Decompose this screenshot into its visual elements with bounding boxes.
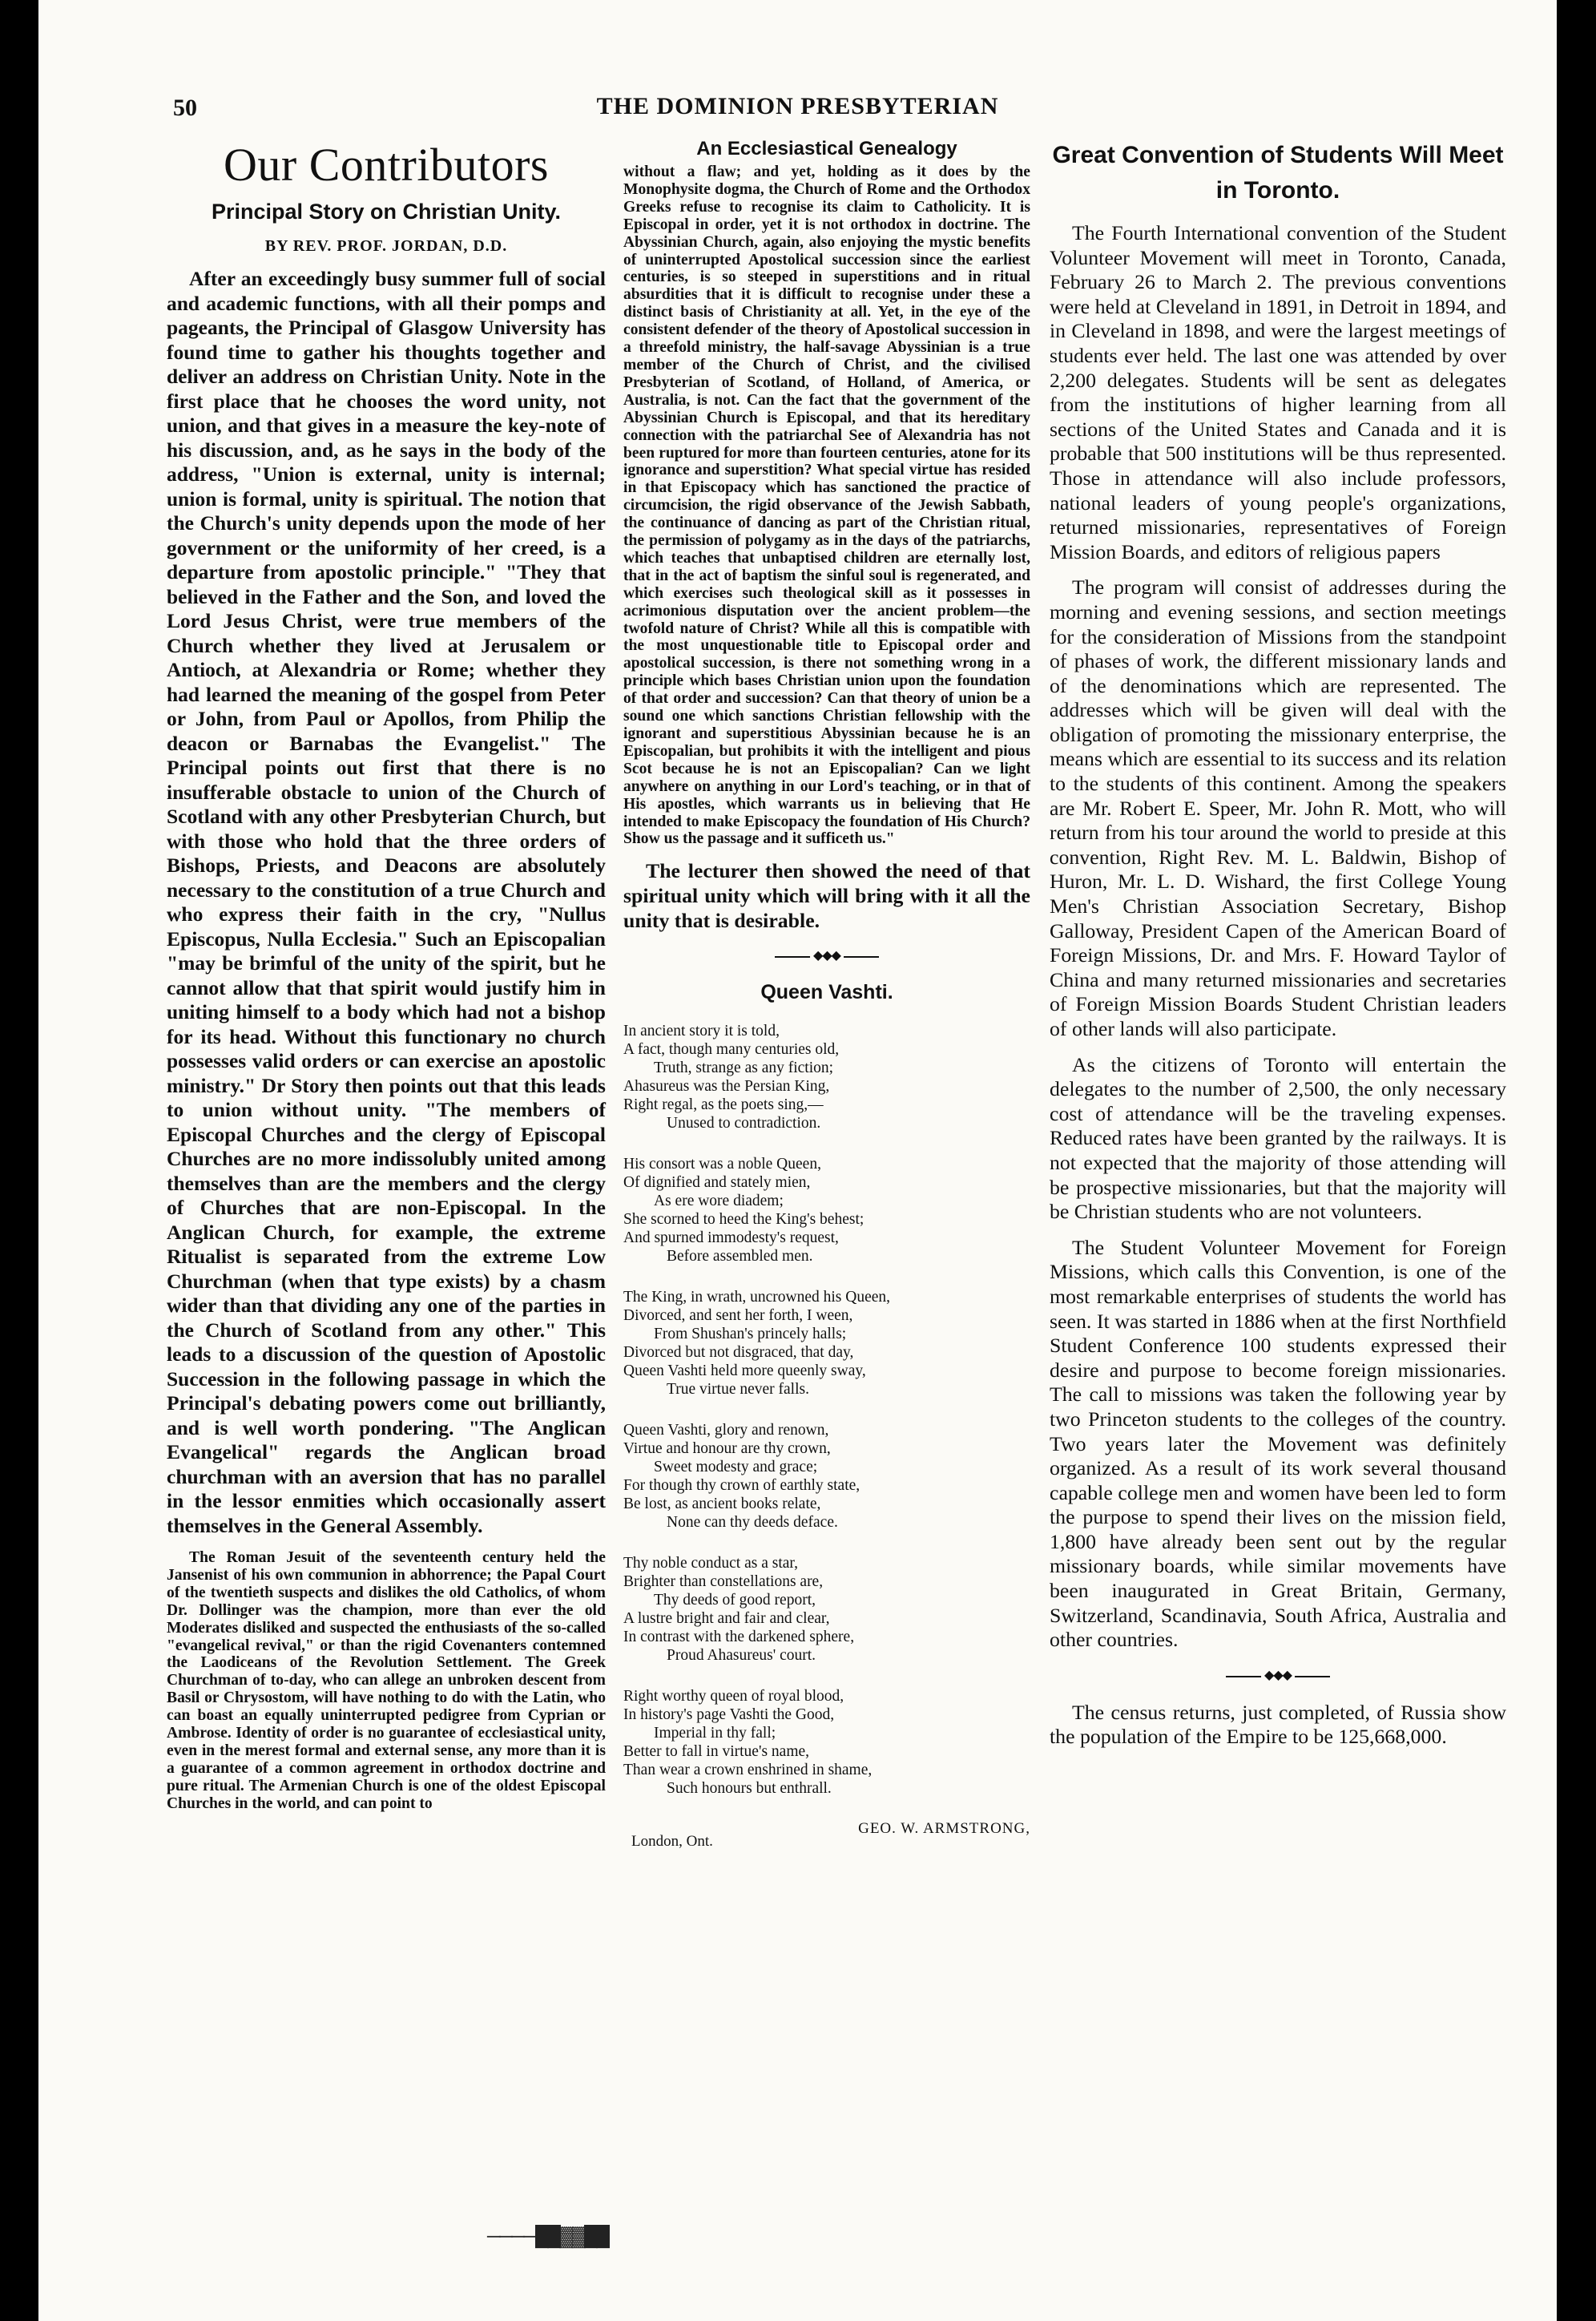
column-genealogy <box>623 138 1030 1852</box>
article-title: Principal Story on Christian Unity. <box>211 200 562 224</box>
poem-line: A fact, though many centuries old, <box>623 1041 840 1059</box>
poem-title: Queen Vashti. <box>760 981 893 1004</box>
poem-line: Better to fall in virtue's name, <box>623 1743 810 1761</box>
poem-line: True virtue never falls. <box>667 1381 809 1399</box>
poem-line: Virtue and honour are thy crown, <box>623 1440 831 1458</box>
convention-paragraph: As the citizens of Toronto will entertain the delegates to the number of 2,500, the only necessary cost of attendance will be the traveling expenses. Reduced rates have been granted by the railways. It is not expected that the majority of those attending will be prospective missionaries, but that the majority will be Christian students who are not volunteers. <box>1050 1052 1506 1224</box>
section-divider: ◆◆◆ <box>1226 1673 1330 1680</box>
poem-line: Proud Ahasureus' court. <box>667 1647 816 1665</box>
poem-line: Imperial in thy fall; <box>654 1725 776 1742</box>
poem-line: For though thy crown of earthly state, <box>623 1477 860 1495</box>
poem-line: Divorced but not disgraced, that day, <box>623 1344 854 1362</box>
byline: BY REV. PROF. JORDAN, D.D. <box>264 237 508 255</box>
poem-line: Thy noble conduct as a star, <box>623 1555 798 1572</box>
printer-mark-glyphs: ────██▓▓██ <box>487 2226 609 2247</box>
convention-paragraph: The Student Volunteer Movement for Foreign Missions, which calls this Convention, is one of the most remarkable enterprises of students the world has seen. It was started in 1886 when at the first Northfield Student Conference 100 students expressed their desire and purpose to become foreign missionaries. The call to missions was taken the following year by two Princeton students to the colleges of the country. Two years later the Movement was definitely organized. As a result of its work several thousand capable college men and women have been led to form the purpose to spend their lives on the mission field, 1,800 have already been sent out by the regular missionary boards, while similar movements have been inaugurated in Great Britain, Germany, Switzerland, Scandinavia, South Africa, Australia and other countries. <box>1050 1235 1506 1652</box>
convention-paragraph: The Fourth International convention of the Student Volunteer Movement will meet in Toronto, Canada, February 26 to March 2. The previous conventions were held at Cleveland in 1891, in Detroit in 1894, and in Cleveland in 1898, and were the largest meetings of students ever held. The last one was attended by over 2,200 delegates. Students will be sent as delegates from the institutions of higher learning from all sections of the United States and Canada and it is probable that 500 institutions will be thus represented. Those in attendance will also include professors, national leaders of young people's organizations, returned missionaries, representatives of Foreign Mission Boards, and editors of religious papers <box>1050 221 1506 563</box>
poem-line: None can thy deeds deface. <box>667 1514 838 1532</box>
poem-line: She scorned to heed the King's behest; <box>623 1211 864 1229</box>
poem-line: In contrast with the darkened sphere, <box>623 1629 855 1646</box>
section-divider: ◆◆◆ <box>775 954 879 960</box>
poem-line: Queen Vashti held more queenly sway, <box>623 1362 866 1380</box>
poem-line: And spurned immodesty's request, <box>623 1229 839 1247</box>
printer-mark <box>455 2226 744 2250</box>
poem-line: From Shushan's princely halls; <box>654 1326 847 1343</box>
poem-line: Sweet modesty and grace; <box>654 1459 818 1476</box>
poem-line: As ere wore diadem; <box>654 1193 784 1210</box>
poem-line: Ahasureus was the Persian King, <box>623 1078 830 1096</box>
genealogy-heading: An Ecclesiastical Genealogy <box>696 138 957 159</box>
section-title: Our Contributors <box>224 139 549 191</box>
convention-paragraph: The program will consist of addresses during the morning and evening sessions, and section meetings for the consideration of Missions from the standpoint of phases of work, the different missionary lands and of the denominations which are represented. The addresses which will be given will deal with the obligation of promoting the missionary enterprise, the means which are essential to its success and its relation to the students of this continent. Among the speakers are Mr. Robert E. Speer, Mr. John R. Mott, who will return from his tour around the world to preside at this convention, Right Rev. M. L. Baldwin, Bishop of Huron, Mr. L. D. Wishard, the first College Young Men's Christian Association Secretary, Bishop Galloway, President Capen of the American Board of Foreign Missions, Dr. and Mrs. F. Howard Taylor of China and many returned missionaries and secretaries of Foreign Mission Boards Student Christian leaders of other lands will also participate. <box>1050 575 1506 1040</box>
poem-line: Of dignified and stately mien, <box>623 1174 811 1192</box>
poem-line: Right regal, as the poets sing,— <box>623 1096 824 1114</box>
poem-line: The King, in wrath, uncrowned his Queen, <box>623 1289 891 1306</box>
poem-line: Before assembled men. <box>667 1248 813 1265</box>
running-head: THE DOMINION PRESBYTERIAN <box>596 93 999 119</box>
poem-line: Be lost, as ancient books relate, <box>623 1496 821 1513</box>
genealogy-closing: The lecturer then showed the need of that spiritual unity which will bring with it all the unity that is desirable. <box>623 859 1030 932</box>
poem-line: Such honours but enthrall. <box>667 1780 832 1798</box>
poem-line: Right worthy queen of royal blood, <box>623 1688 844 1705</box>
newspaper-page <box>38 0 1557 2321</box>
poem-line: Thy deeds of good report, <box>654 1592 816 1609</box>
poem-line: Queen Vashti, glory and renown, <box>623 1422 829 1439</box>
poem-stanza <box>623 1155 1030 1265</box>
poem-line: Divorced, and sent her forth, I ween, <box>623 1307 853 1325</box>
poem-stanza <box>623 1022 1030 1132</box>
genealogy-quote: without a flaw; and yet, holding as it does by the Monophysite dogma, the Church of Rome and the Orthodox Greeks refuse to recognise its claim to Catholicity. It is Episcopal in order, yet it is not orthodox in doctrine. The Abyssinian Church, again, also enjoying the mystic benefits of uninterrupted Apostolical succession since the earliest centuries, is so steeped in superstitions and in ritual absurdities that it is difficult to recognise under these a distinct basis of Christianity at all. Yet, in the eye of the consistent defender of the theory of Apostolical succession in a threefold ministry, the half-savage Abyssinian is a true member of the Church of Christ, and the civilised Presbyterian of Scotland, of Holland, of America, or Australia, is not. Can the fact that the government of the Abyssinian Church is Episcopal, and that its hereditary connection with the patriarchal See of Alexandria has not been ruptured for more than fourteen centuries, atone for its ignorance and superstition? What special virtue has resided in that Episcopacy which has sanctioned the practice of circumcision, the rigid observance of the Jewish Sabbath, the continuance of dancing as part of the Christian ritual, the permission of polygamy as in the days of the patriarchs, which teaches that unbaptised children are eternally lost, that in the act of baptism the sinful soul is regenerated, and which exercises such theological skill as it possesses in acrimonious disputation over the ancient problem—the twofold nature of Christ? While all this is compatible with the most unquestionable title to Episcopal order and apostolical succession, is there not something wrong in a principle which bases Christian union upon the foundation of that order and succession? Can that theory of union be a sound one which sanctions Christian fellowship with the ignorant and superstitious Abyssinian because he is an Episcopalian, but prohibits it with the intelligent and pious Scot because he is not an Episcopalian? Can we light anywhere on anything in our Lord's teaching, or in that of His apostles, which warrants us in believing that He intended to make Episcopacy the foundation of His Church? Show us the passage and it sufficeth us." <box>623 163 1030 848</box>
poem-stanza <box>623 1554 1030 1665</box>
poem-place: London, Ont. <box>631 1833 713 1851</box>
poem-line: In ancient story it is told, <box>623 1023 780 1040</box>
quoted-passage: The Roman Jesuit of the seventeenth century held the Jansenist of his own communion in abhorrence; the Papal Court of the twentieth suspects and dislikes the old Catholics, of whom Dr. Dollinger was the champion, more than ever the old Moderates disliked and suspected the enthusiasts of the so-called "evangelical revival," or than the rigid Covenanters contemned the Laodiceans of the Revolution Settlement. The Greek Churchman of to-day, who can allege an unbroken descent from Basil or Chrysostom, will have nothing to do with the Latin, who can boast an equally uninterrupted pedigree from Cyprian or Ambrose. Identity of order is no guarantee of ecclesiastical unity, even in the merest formal and external sense, any more than it is a guarantee of a common agreement in orthodox doctrine and pure ritual. The Armenian Church is one of the oldest Episcopal Churches in the world, and can point to <box>167 1549 606 1812</box>
convention-heading: Great Convention of Students Will Meet in Toronto. <box>1052 142 1504 204</box>
column-convention <box>1050 138 1506 1761</box>
poem <box>623 1022 1030 1798</box>
poem-line: A lustre bright and fair and clear, <box>623 1610 830 1628</box>
poem-line: Than wear a crown enshrined in shame, <box>623 1762 873 1779</box>
column-contributors <box>167 138 606 1824</box>
poem-stanza <box>623 1421 1030 1532</box>
article-body: After an exceedingly busy summer full of social and academic functions, with all their pomps and pageants, the Principal of Glasgow University has found time to gather his thoughts together and deliver an address on Christian Unity. Note in the first place that he chooses the word unity, not union, and that gives in a measure the key-note of his discussion, and, as he says in the body of the address, "Union is external, unity is internal; union is formal, unity is spiritual. The notion that the Church's unity depends upon the mode of her government or the uniformity of her creed, is a departure from apostolic principle." "They that believed in the Father and the Son, and loved the Lord Jesus Christ, were true members of the Church whether they lived at Jerusalem or Antioch, at Alexandria or Rome; whether they had learned the meaning of the gospel from Peter or John, from Paul or Apollos, from Philip the deacon or Barnabas the Evangelist." The Principal points out first that there is no insufferable obstacle to union of the Church of Scotland with any other Presbyterian Church, but with those who hold that the three orders of Bishops, Priests, and Deacons are absolutely necessary to the constitution of a true Church and who express their faith in the cry, "Nullus Episcopus, Nulla Ecclesia." Such an Episcopalian "may be brimful of the unity of the spirit, but he cannot allow that that spirit would justify him in uniting himself to a body which had not a bishop for its head. Without this functionary no church possesses valid orders or can exercise an apostolic ministry." Dr Story then points out that this leads to union without unity. "The members of Episcopal Churches and the clergy of Episcopal Churches are no more indissolubly united among themselves than are the members and the clergy of Churches that are non-Episcopal. In the Anglican Church, for example, the extreme Ritualist is separated from the extreme Low Churchman (when that type exists) by a chasm wider than that dividing any one of the parties in the Church of Scotland from any other." This leads to a discussion of the question of Apostolic Succession in the following passage in which the Principal's debating powers come out brilliantly, and is well worth pondering. "The Anglican Evangelical" regards the Anglican broad churchman with an aversion that has no parallel in the lessor enmities which occasionally assert themselves in the General Assembly. <box>167 267 606 1537</box>
poem-signoff <box>623 1820 1030 1852</box>
poem-line: Truth, strange as any fiction; <box>654 1060 834 1077</box>
census-note: The census returns, just completed, of Russia show the population of the Empire to be 125,668,000. <box>1050 1700 1506 1749</box>
poem-line: Unused to contradiction. <box>667 1115 821 1132</box>
poem-line: His consort was a noble Queen, <box>623 1156 821 1173</box>
poem-stanza <box>623 1687 1030 1798</box>
poem-stanza <box>623 1288 1030 1399</box>
poem-line: Brighter than constellations are, <box>623 1573 824 1591</box>
page-number: 50 <box>173 95 197 121</box>
poem-author: GEO. W. ARMSTRONG, <box>858 1820 1030 1838</box>
poem-line: In history's page Vashti the Good, <box>623 1706 835 1724</box>
